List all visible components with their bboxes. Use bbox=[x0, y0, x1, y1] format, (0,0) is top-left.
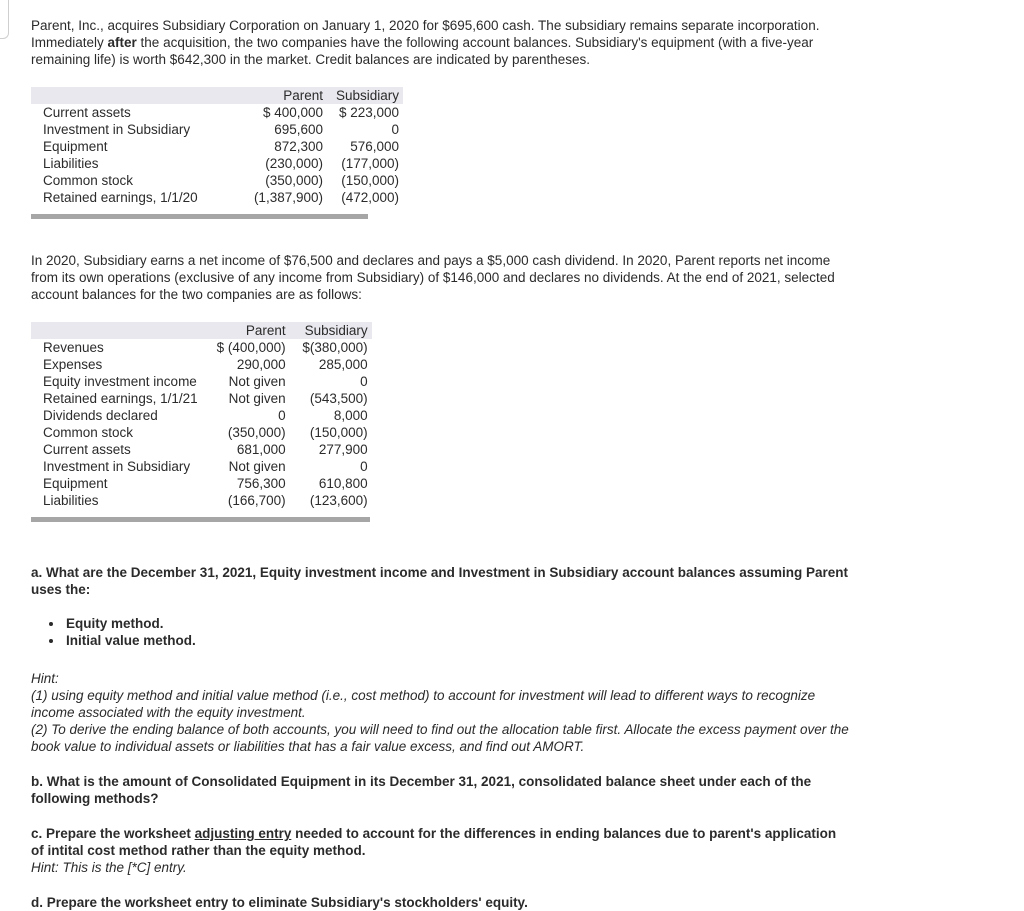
intro-bold-after: after bbox=[107, 35, 137, 50]
row-label: Equipment bbox=[43, 139, 108, 154]
row-label: Investment in Subsidiary bbox=[43, 122, 191, 137]
subsidiary-value: (150,000) bbox=[309, 425, 368, 440]
adjusting-entry-link[interactable]: adjusting entry bbox=[194, 826, 292, 841]
parent-value: 290,000 bbox=[236, 357, 286, 372]
subsidiary-value: 0 bbox=[360, 459, 368, 474]
parent-value: $ 400,000 bbox=[262, 105, 323, 120]
question-c-text-1: c. Prepare the worksheet bbox=[31, 826, 195, 841]
row-label: Equipment bbox=[43, 476, 108, 491]
table1-bottom-bar bbox=[31, 214, 368, 219]
parent-value: Not given bbox=[228, 459, 286, 474]
table-row bbox=[31, 475, 372, 492]
parent-value: 695,600 bbox=[274, 122, 323, 137]
parent-value: $ (400,000) bbox=[216, 340, 286, 355]
question-a: a. What are the December 31, 2021, Equity investment income and Investment in Subsidiary account balances assuming Parent uses the: bbox=[31, 565, 849, 597]
row-label: Common stock bbox=[43, 173, 134, 188]
table2-bottom-bar bbox=[31, 517, 370, 522]
subsidiary-value: (150,000) bbox=[341, 173, 399, 188]
parent-value: Not given bbox=[228, 374, 286, 389]
row-label: Retained earnings, 1/1/20 bbox=[43, 190, 198, 205]
parent-value: 681,000 bbox=[236, 442, 286, 457]
subsidiary-value: 277,900 bbox=[318, 442, 368, 457]
question-c-text-2: needed to account for the differences in ending balances due to parent's application of intital cost method rather than the equity method. bbox=[31, 826, 837, 858]
subsidiary-value: $ 223,000 bbox=[338, 105, 399, 120]
subsidiary-value: (472,000) bbox=[341, 190, 399, 205]
table-row bbox=[31, 121, 403, 138]
table1-header-subsidiary: Subsidiary bbox=[327, 87, 403, 104]
year-end-2021-balances-table bbox=[31, 322, 372, 509]
table2-header-blank bbox=[31, 322, 204, 339]
table-row bbox=[31, 424, 372, 441]
row-label: Dividends declared bbox=[43, 408, 158, 423]
list-item: • Initial value method. bbox=[64, 632, 851, 649]
row-label: Revenues bbox=[43, 340, 104, 355]
table2-header-parent: Parent bbox=[204, 322, 290, 339]
table-row bbox=[31, 373, 372, 390]
page-edge-marker bbox=[0, 0, 9, 39]
hint-line-2: (2) To derive the ending balance of both accounts, you will need to find out the allocation table first. Allocate the excess payment over the book value to individual assets or liabilities that has a fair value excess, and find out AMORT. bbox=[31, 722, 849, 754]
parent-value: (350,000) bbox=[227, 425, 286, 440]
subsidiary-value: (123,600) bbox=[309, 493, 368, 508]
list-item: • Equity method. bbox=[64, 615, 851, 632]
table-row bbox=[31, 492, 372, 509]
row-label: Current assets bbox=[43, 105, 131, 120]
table-row bbox=[31, 407, 372, 424]
table-row bbox=[31, 339, 372, 356]
row-label: Expenses bbox=[43, 357, 103, 372]
table-row bbox=[31, 104, 403, 121]
subsidiary-value: 8,000 bbox=[333, 408, 368, 423]
row-label: Current assets bbox=[43, 442, 131, 457]
subsidiary-value: $(380,000) bbox=[302, 340, 368, 355]
subsidiary-value: (177,000) bbox=[341, 156, 399, 171]
year-2020-paragraph: In 2020, Subsidiary earns a net income of $76,500 and declares and pays a $5,000 cash dividend. In 2020, Parent reports net income from its own operations (exclusive of any income from Subsidiary) of $146,000 and declares no dividends. At the end of 2021, selected account balances for the two companies are as follows: bbox=[31, 253, 835, 302]
question-c-hint: Hint: This is the [*C] entry. bbox=[31, 860, 187, 875]
parent-value: (166,700) bbox=[227, 493, 286, 508]
hint-block bbox=[31, 670, 851, 755]
table-row bbox=[31, 155, 403, 172]
subsidiary-value: (543,500) bbox=[309, 391, 368, 406]
row-label: Liabilities bbox=[43, 493, 99, 508]
hint-title: Hint: bbox=[31, 671, 59, 686]
subsidiary-value: 576,000 bbox=[350, 139, 399, 154]
parent-value: (350,000) bbox=[265, 173, 323, 188]
hint-line-1: (1) using equity method and initial value method (i.e., cost method) to account for investment will lead to different ways to recognize income associated with the equity investment. bbox=[31, 688, 816, 720]
parent-value: 872,300 bbox=[274, 139, 323, 154]
row-label: Investment in Subsidiary bbox=[43, 459, 191, 474]
subsidiary-value: 610,800 bbox=[318, 476, 368, 491]
intro-text-1: Parent, Inc., acquires Subsidiary Corporation on January 1, 2020 for $695,600 cash. The subsidiary remains separate incorporation. Immediately bbox=[31, 18, 820, 50]
table1-header-blank bbox=[31, 87, 235, 104]
table-row bbox=[31, 138, 403, 155]
intro-text-2: the acquisition, the two companies have the following account balances. Subsidiary's equipment (with a five-year remaining life) is worth $642,300 in the market. Credit balances are indicated by parentheses. bbox=[31, 35, 814, 67]
row-label: Common stock bbox=[43, 425, 134, 440]
row-label: Retained earnings, 1/1/21 bbox=[43, 391, 198, 406]
acquisition-balances-table bbox=[31, 87, 403, 206]
table1-header-parent: Parent bbox=[235, 87, 327, 104]
subsidiary-value: 285,000 bbox=[318, 357, 368, 372]
intro-paragraph bbox=[31, 17, 851, 68]
parent-value: (230,000) bbox=[265, 156, 323, 171]
table-row bbox=[31, 189, 403, 206]
parent-value: Not given bbox=[228, 391, 286, 406]
parent-value: (1,387,900) bbox=[253, 190, 323, 205]
table-row bbox=[31, 458, 372, 475]
table-row bbox=[31, 356, 372, 373]
table-row bbox=[31, 172, 403, 189]
table-row bbox=[31, 390, 372, 407]
subsidiary-value: 0 bbox=[360, 374, 368, 389]
question-c bbox=[31, 825, 851, 876]
subsidiary-value: 0 bbox=[391, 122, 399, 137]
parent-value: 756,300 bbox=[236, 476, 286, 491]
question-d: d. Prepare the worksheet entry to eliminate Subsidiary's stockholders' equity. bbox=[31, 895, 528, 910]
question-b: b. What is the amount of Consolidated Equipment in its December 31, 2021, consolidated balance sheet under each of the following methods? bbox=[31, 774, 812, 806]
table2-header-subsidiary: Subsidiary bbox=[290, 322, 372, 339]
problem-content bbox=[31, 14, 851, 911]
row-label: Equity investment income bbox=[43, 374, 197, 389]
table-row bbox=[31, 441, 372, 458]
parent-value: 0 bbox=[278, 408, 286, 423]
row-label: Liabilities bbox=[43, 156, 99, 171]
method-list bbox=[31, 615, 851, 649]
